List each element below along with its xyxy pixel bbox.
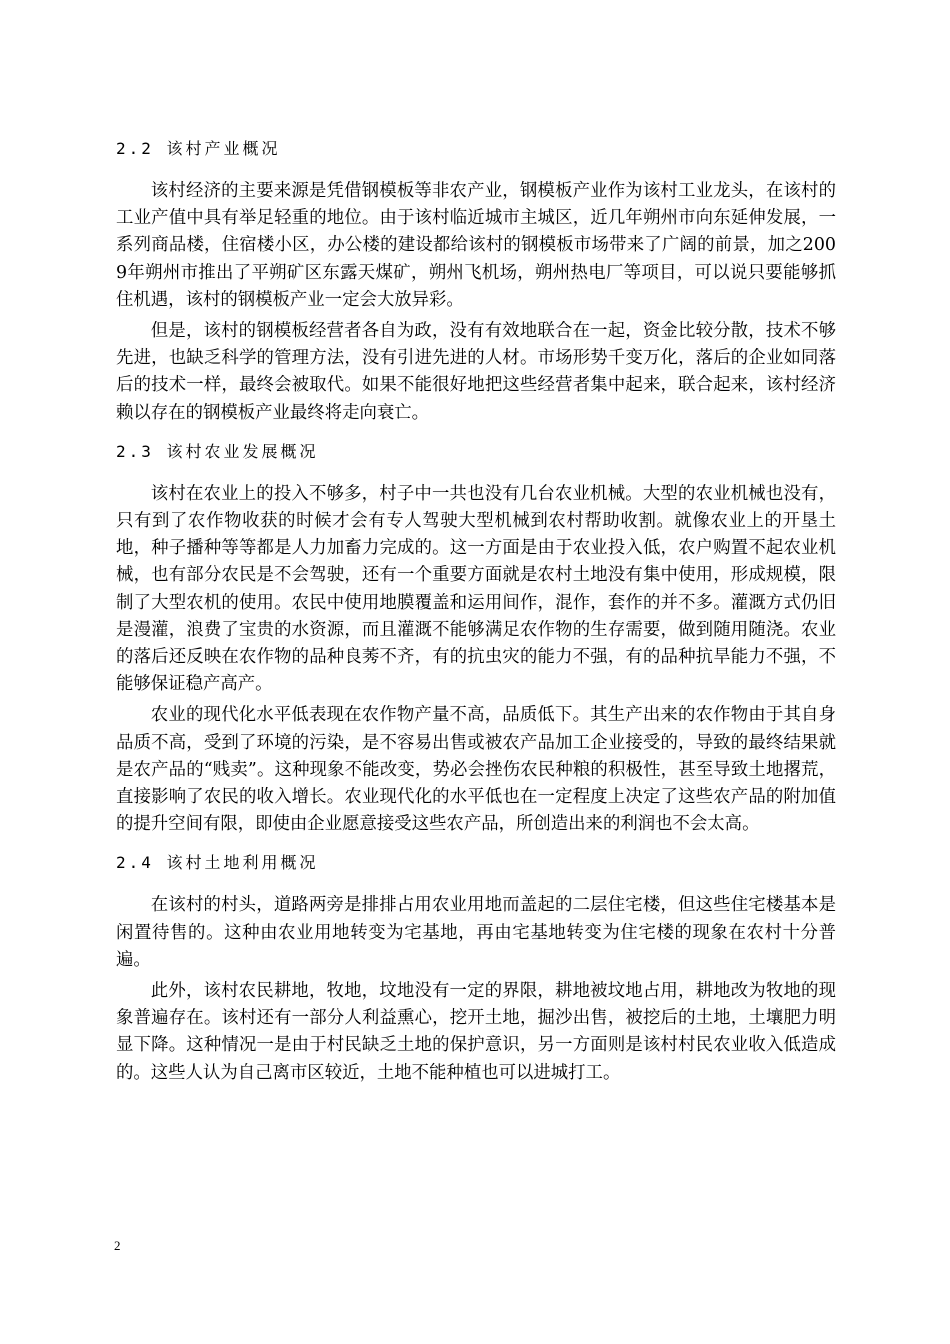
page-content — [116, 130, 836, 1087]
section-heading-2-4: 2.4 该村土地利用概况 — [116, 853, 319, 873]
paragraph: 农业的现代化水平低表现在农作物产量不高，品质低下。其生产出来的农作物由于其自身品质不高，受到了环境的污染，是不容易出售或被农产品加工企业接受的，导致的最终结果就是农产品的“贱卖”。这种现象不能改变，势必会挫伤农民种粮的积极性，甚至导致土地撂荒，直接影响了农民的收入增长。农业现代化的水平低也在一定程度上决定了这些农产品的附加值的提升空间有限，即使由企业愿意接受这些农产品，所创造出来的利润也不会太高。 — [116, 705, 836, 835]
paragraph: 但是，该村的钢模板经营者各自为政，没有有效地联合在一起，资金比较分散，技术不够先进，也缺乏科学的管理方法，没有引进先进的人材。市场形势千变万化，落后的企业如同落后的技术一样，最终会被取代。如果不能很好地把这些经营者集中起来，联合起来，该村经济赖以存在的钢模板产业最终将走向衰亡。 — [116, 321, 836, 423]
page-number: 2 — [114, 1238, 121, 1253]
paragraph: 此外，该村农民耕地，牧地，坟地没有一定的界限，耕地被坟地占用，耕地改为牧地的现象普遍存在。该村还有一部分人利益熏心，挖开土地，掘沙出售，被挖后的土地，土壤肥力明显下降。这种情况一是由于村民缺乏土地的保护意识，另一方面则是该村村民农业收入低造成的。这些人认为自己离市区较近，土地不能种植也可以进城打工。 — [116, 981, 836, 1083]
paragraph: 该村在农业上的投入不够多，村子中一共也没有几台农业机械。大型的农业机械也没有，只有到了农作物收获的时候才会有专人驾驶大型机械到农村帮助收割。就像农业上的开垦土地，种子播种等等都是人力加畜力完成的。这一方面是由于农业投入低，农户购置不起农业机械，也有部分农民是不会驾驶，还有一个重要方面就是农村土地没有集中使用，形成规模，限制了大型农机的使用。农民中使用地膜覆盖和运用间作，混作，套作的并不多。灌溉方式仍旧是漫灌，浪费了宝贵的水资源，而且灌溉不能够满足农作物的生存需要，做到随用随浇。农业的落后还反映在农作物的品种良莠不齐，有的抗虫灾的能力不强，有的品种抗旱能力不强，不能够保证稳产高产。 — [116, 483, 836, 695]
section-heading-2-3: 2.3 该村农业发展概况 — [116, 441, 319, 461]
paragraph: 该村经济的主要来源是凭借钢模板等非农产业，钢模板产业作为该村工业龙头，在该村的工业产值中具有举足轻重的地位。由于该村临近城市主城区，近几年朔州市向东延伸发展，一系列商品楼，住宿楼小区，办公楼的建设都给该村的钢模板市场带来了广阔的前景，加之2009年朔州市推出了平朔矿区东露天煤矿，朔州飞机场，朔州热电厂等项目，可以说只要能够抓住机遇，该村的钢模板产业一定会大放异彩。 — [116, 181, 836, 310]
paragraph: 在该村的村头，道路两旁是排排占用农业用地而盖起的二层住宅楼，但这些住宅楼基本是闲置待售的。这种由农业用地转变为宅基地，再由宅基地转变为住宅楼的现象在农村十分普遍。 — [116, 895, 836, 970]
section-heading-2-2: 2.2 该村产业概况 — [116, 139, 281, 158]
